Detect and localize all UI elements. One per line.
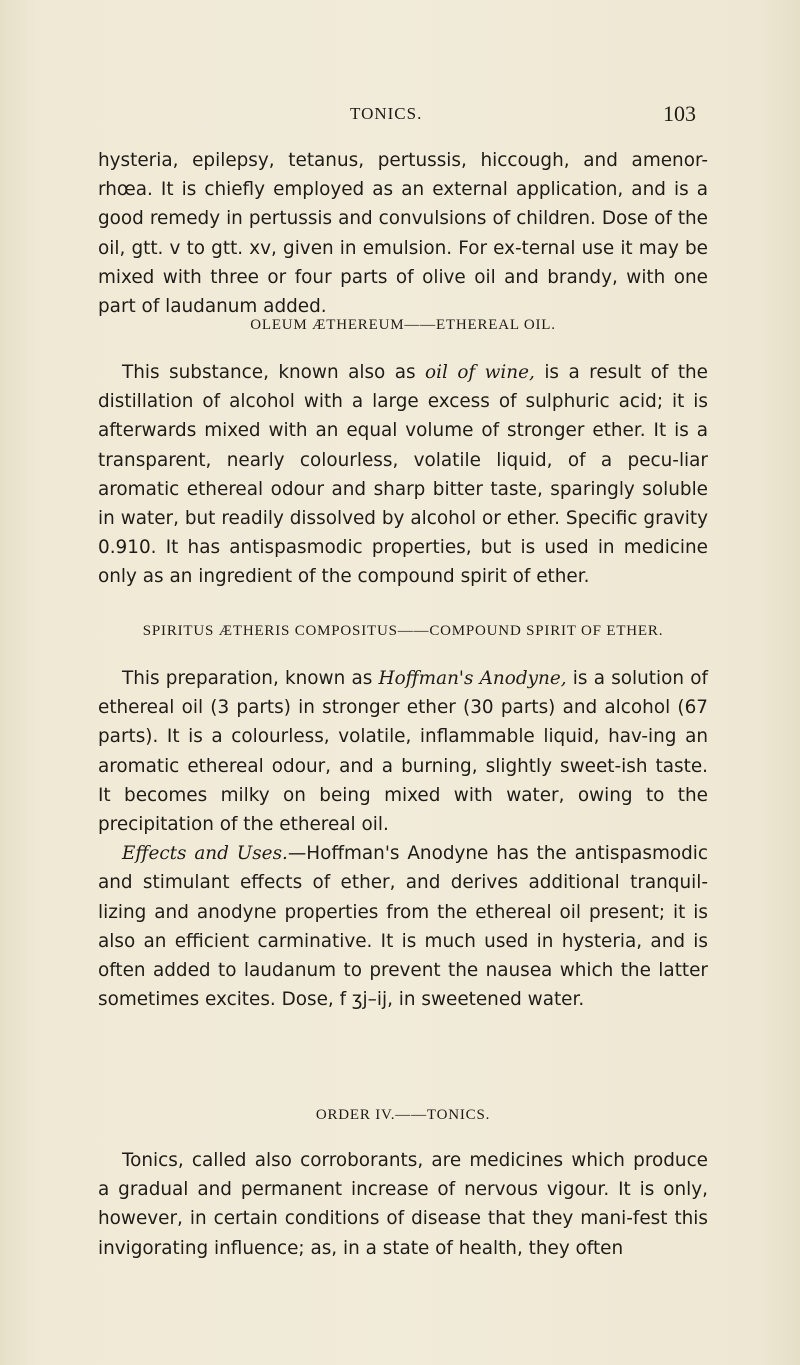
spiritus-paragraph-1 <box>98 664 708 839</box>
section-oleum-body <box>98 358 708 592</box>
section-tonics-body <box>98 1146 708 1263</box>
section-heading-oleum: OLEUM ÆTHEREUM——ETHEREAL OIL. <box>250 317 556 333</box>
tonics-paragraph: Tonics, called also corroborants, are medicines which produce a gradual and permanent increase of nervous vigour. It is only, however, in certain conditions of disease that they mani-fest this invigorating influence; as, in a state of health, they often <box>98 1150 708 1259</box>
spiritus-text-after: is a solution of ethereal oil (3 parts) in stronger ether (30 parts) and alcohol (67 parts). It is a colourless, volatile, inflammable liquid, hav-ing an aromatic ethereal odour, and a burning, slightly sweet-ish taste. It becomes milky on being mixed with water, owing to the precipitation of the ethereal oil. <box>98 668 708 836</box>
page-number: 103 <box>663 101 696 126</box>
effects-uses-italic: Effects and Uses. <box>122 843 288 865</box>
oleum-text-after: is a result of the distillation of alcohol with a large excess of sulphuric acid; it is afterwards mixed with an equal volume of stronger ether. It is a transparent, nearly colourless, volatile liquid, of a pecu-liar aromatic ethereal odour and sharp bitter taste, sparingly soluble in water, but readily dissolved by alcohol or ether. Specific gravity 0.910. It has antispasmodic properties, but is used in medicine only as an ingredient of the compound spirit of ether. <box>98 362 708 588</box>
running-title: TONICS. <box>350 104 423 123</box>
oleum-text-before: This substance, known also as <box>122 362 416 383</box>
section-spiritus-body <box>98 664 708 1014</box>
effects-uses-text: —Hoffman's Anodyne has the antispasmodic and stimulant effects of ether, and derives additional tranquil-lizing and anodyne properties from the ethereal oil present; it is also an efficient carminative. It is much used in hysteria, and is often added to laudanum to prevent the nausea which the latter sometimes excites. Dose, f ʒj–ij, in sweetened water. <box>98 843 708 1011</box>
section-heading-spiritus: SPIRITUS ÆTHERIS COMPOSITUS——COMPOUND SPIRIT OF ETHER. <box>142 623 664 639</box>
oleum-paragraph <box>98 358 708 592</box>
oleum-italic: oil of wine, <box>425 362 535 383</box>
spiritus-paragraph-2 <box>98 839 708 1014</box>
intro-paragraph-block <box>98 146 708 321</box>
intro-paragraph: hysteria, epilepsy, tetanus, pertussis, hiccough, and amenor-rhœa. It is chiefly employed as an external application, and is a good remedy in pertussis and convulsions of children. Dose of the oil, gtt. v to gtt. xv, given in emulsion. For ex-ternal use it may be mixed with three or four parts of olive oil and brandy, with one part of laudanum added. <box>98 150 708 318</box>
spiritus-italic: Hoffman's Anodyne, <box>378 668 567 689</box>
running-head <box>0 101 800 134</box>
spiritus-text-before: This preparation, known as <box>122 668 373 689</box>
section-heading-order-iv: ORDER IV.——TONICS. <box>315 1107 491 1123</box>
